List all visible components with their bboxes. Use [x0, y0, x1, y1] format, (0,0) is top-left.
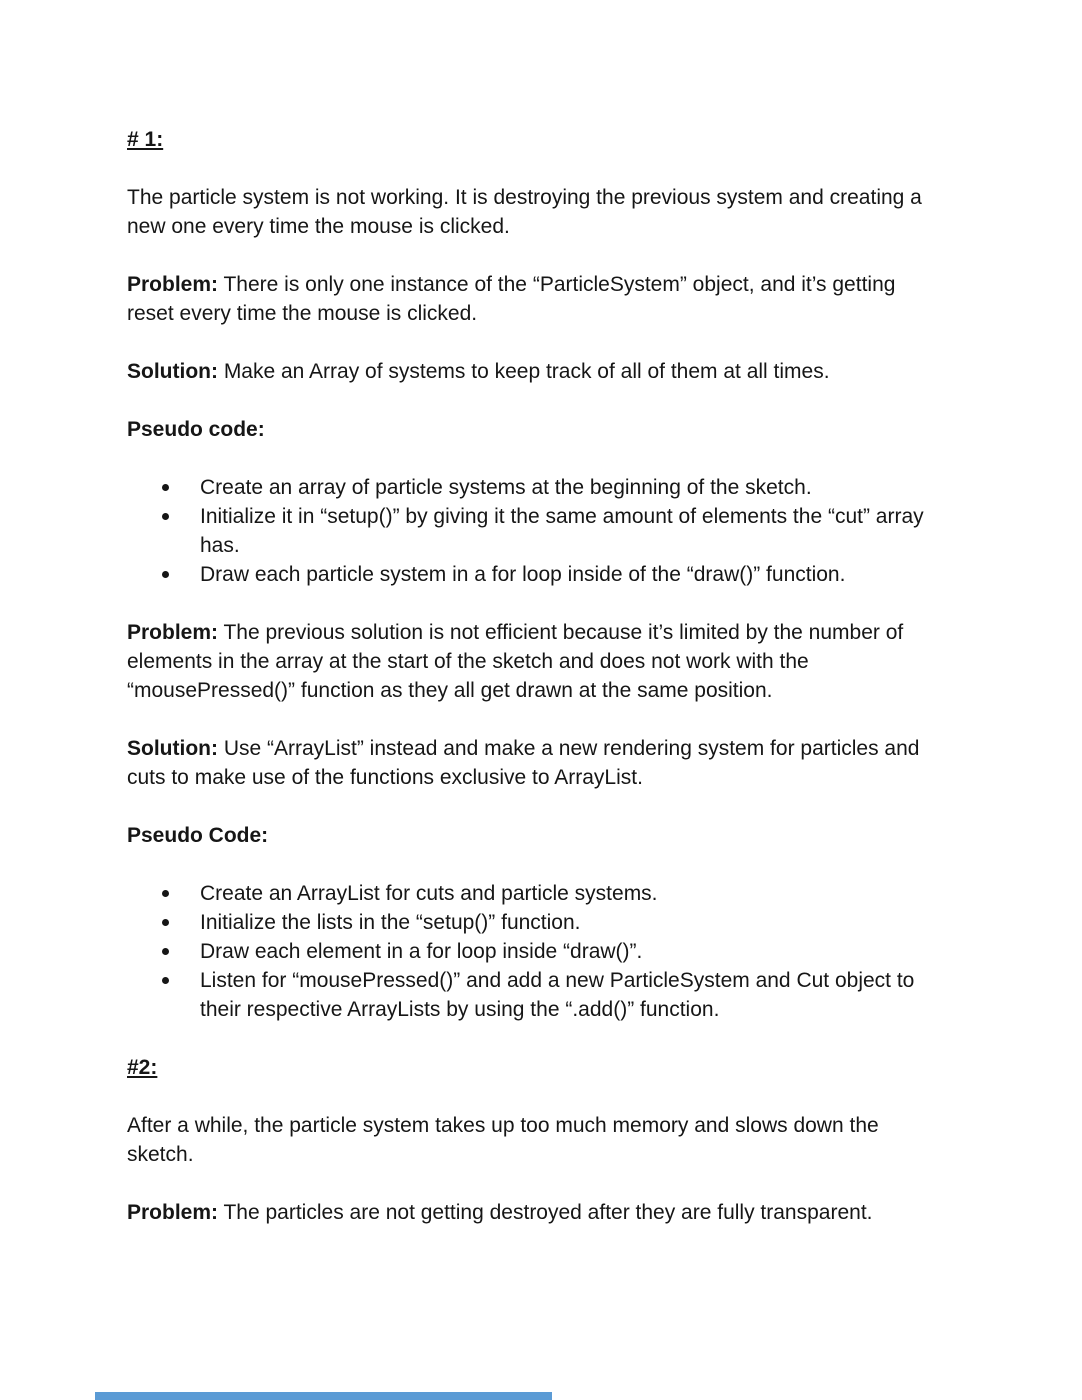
bold-lead-in: Problem: [127, 273, 219, 296]
bold-lead-in: Pseudo Code: [127, 824, 269, 847]
paragraph-text: The particle system is not working. It is destroying the previous system and creating a new one every time the mouse is clicked. [127, 186, 922, 238]
section-1-heading: # 1: [127, 128, 164, 151]
pseudo-code-label-1 [127, 415, 939, 444]
paragraph-text: Use “ArrayList” instead and make a new rendering system for particles and cuts to make use of the functions exclusive to ArrayList. [127, 737, 920, 789]
list-item: Draw each particle system in a for loop inside of the “draw()” function. [200, 560, 939, 589]
section-2-heading: #2: [127, 1056, 158, 1079]
bold-lead-in: Solution: [127, 360, 218, 383]
bold-lead-in: Problem: [127, 621, 219, 644]
bold-lead-in: Pseudo code: [127, 418, 265, 441]
paragraph-text: There is only one instance of the “ParticleSystem” object, and it’s getting reset every time the mouse is clicked. [127, 273, 896, 325]
solution-1 [127, 357, 939, 386]
list-item: Draw each element in a for loop inside “draw()”. [200, 937, 939, 966]
list-item: Initialize it in “setup()” by giving it the same amount of elements the “cut” array has. [200, 502, 939, 560]
paragraph-text: The previous solution is not efficient because it’s limited by the number of elements in the array at the start of the sketch and does not work with the “mousePressed()” function as they all get drawn at the same position. [127, 621, 904, 702]
problem-3 [127, 1198, 939, 1227]
bold-lead-in: Problem: [127, 1201, 219, 1224]
solution-2 [127, 734, 939, 792]
paragraph-text: The particles are not getting destroyed after they are fully transparent. [218, 1201, 873, 1224]
pseudo-code-list-1 [127, 473, 939, 589]
problem-2 [127, 618, 939, 705]
pseudo-code-label-2 [127, 821, 939, 850]
section-1-intro [127, 183, 939, 241]
document-content [127, 125, 939, 1227]
paragraph-text: After a while, the particle system takes up too much memory and slows down the sketch. [127, 1114, 879, 1166]
bold-lead-in: Solution: [127, 737, 218, 760]
pseudo-code-list-2 [127, 879, 939, 1024]
list-item: Create an ArrayList for cuts and particle systems. [200, 879, 939, 908]
paragraph-text: Make an Array of systems to keep track of all of them at all times. [217, 360, 830, 383]
list-item: Listen for “mousePressed()” and add a new ParticleSystem and Cut object to their respective ArrayLists by using the “.add()” function. [200, 966, 939, 1024]
problem-1 [127, 270, 939, 328]
section-2-intro [127, 1111, 939, 1169]
cropped-embedded-image-top-strip [95, 1392, 552, 1400]
list-item: Create an array of particle systems at the beginning of the sketch. [200, 473, 939, 502]
list-item: Initialize the lists in the “setup()” function. [200, 908, 939, 937]
